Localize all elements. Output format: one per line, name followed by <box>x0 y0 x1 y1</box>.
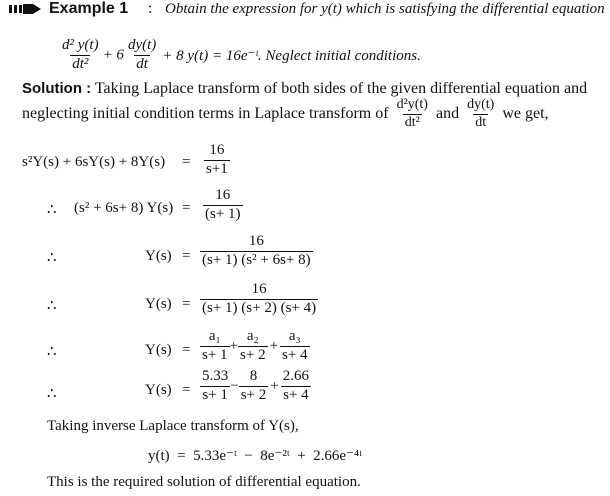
therefore-symbol: ∴ <box>47 250 57 266</box>
step-2-lhs: (s² + 6s+ 8) Y(s) <box>74 200 174 216</box>
therefore-symbol: ∴ <box>47 298 57 314</box>
step-1-rhs: $\frac{16}{s+1}$ <box>206 142 228 177</box>
solution-line-2: neglecting initial condition terms in Laplace transform of $\frac{\text{d²y(t)}}{\text{dt²}}$ and $\frac{dy(t)}{dt}$ we get, <box>22 97 549 130</box>
step-5-equals: = <box>182 342 191 358</box>
step-1-lhs: s²Y(s) + 6sY(s) + 8Y(s) <box>22 154 166 170</box>
solution-line-1: Solution : Taking Laplace transform of both sides of the given differential equation and <box>22 80 588 97</box>
solution-d2-fraction: $\frac{\text{d²y(t)}}{\text{dt²}}$ <box>396 97 428 130</box>
example-arrow-icon <box>9 2 43 21</box>
step-6-equals: = <box>182 382 191 398</box>
step-6-rhs: $\frac{5.33}{s+ 1}$ − $\frac{8}{s+ 2}$ + $\frac{2.66}{s+ 4}$ <box>202 368 309 403</box>
step-3-equals: = <box>182 248 191 264</box>
solution-d1-fraction: $\frac{dy(t)}{dt}$ <box>467 97 495 130</box>
step-3-lhs: Y(s) <box>145 248 172 264</box>
step-5-lhs: Y(s) <box>145 342 172 358</box>
step-4-rhs: $\frac{16}{(s+ 1) (s+ 2) (s+ 4)}$ <box>202 281 317 316</box>
step-1-equals: = <box>182 154 191 170</box>
final-result: y(t) = 5.33e⁻ᵗ − 8e⁻²ᵗ + 2.66e⁻⁴ᵗ <box>148 448 363 464</box>
example-statement: Obtain the expression for y(t) which is satisfying the differential equation <box>165 1 605 17</box>
example-colon: : <box>148 0 153 17</box>
differential-equation: $\frac{\text{d² y(t)}}{\text{dt²}}$ + 6 $\frac{dy(t)}{dt}$ + 8 y(t) = 16e⁻ᵗ. Neglect initial conditions. <box>62 37 421 72</box>
step-3-rhs: $\frac{16}{\text{(s+ 1) (s² + 6s+ 8)}}$ <box>202 233 311 268</box>
step-2-rhs: $\frac{16}{(s+ 1)}$ <box>205 187 241 222</box>
therefore-symbol: ∴ <box>47 344 57 360</box>
example-label: Example 1 <box>49 0 129 17</box>
step-6-lhs: Y(s) <box>145 382 172 398</box>
therefore-symbol: ∴ <box>47 202 57 218</box>
therefore-symbol: ∴ <box>47 386 57 402</box>
dy-fraction: $\frac{dy(t)}{dt}$ <box>127 37 157 72</box>
step-2-equals: = <box>182 200 191 216</box>
d2y-fraction: $\frac{\text{d² y(t)}}{\text{dt²}}$ <box>62 37 99 72</box>
step-5-rhs: $\frac{\text{a₁}}{s+ 1}$ + $\frac{\text{a₂}}{s+ 2}$ + $\frac{\text{a₃}}{s+ 4}$ <box>202 328 308 363</box>
solution-label: Solution : <box>22 80 92 97</box>
step-4-equals: = <box>182 296 191 312</box>
conclusion-text: This is the required solution of differential equation. <box>47 474 361 490</box>
inverse-transform-text: Taking inverse Laplace transform of Y(s), <box>47 418 299 434</box>
step-4-lhs: Y(s) <box>145 296 172 312</box>
